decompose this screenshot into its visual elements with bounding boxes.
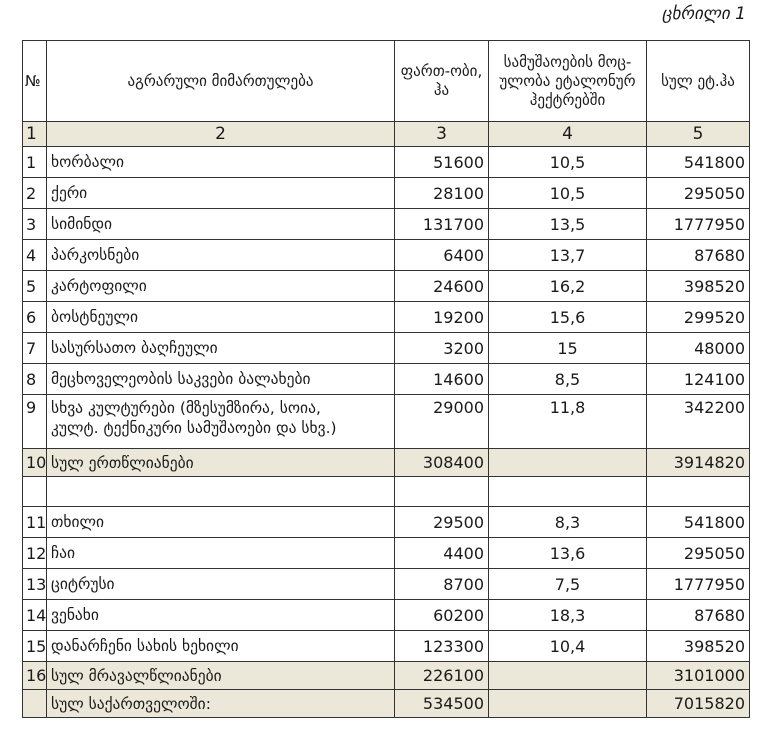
row-volume: 18,3	[489, 600, 647, 631]
row-area: 29000	[395, 395, 489, 449]
row-volume: 13,5	[489, 209, 647, 240]
row-name: ხორბალი	[47, 147, 395, 178]
row-area: 24600	[395, 271, 489, 302]
row-name: სულ საქართველოში:	[47, 690, 395, 718]
blank-cell	[395, 477, 489, 507]
row-name: ბოსტნეული	[47, 302, 395, 333]
row-total: 1777950	[647, 569, 750, 600]
subtotal-row	[23, 449, 750, 477]
row-area: 123300	[395, 631, 489, 662]
table-row	[23, 538, 750, 569]
blank-cell	[47, 477, 395, 507]
row-name	[47, 395, 395, 449]
row-num: 8	[23, 364, 47, 395]
index-cell: 1	[23, 122, 47, 147]
row-num: 15	[23, 631, 47, 662]
row-volume: 10,5	[489, 178, 647, 209]
crop-workload-table	[22, 40, 750, 718]
spacer-row	[23, 477, 750, 507]
table-row	[23, 364, 750, 395]
row-num: 9	[23, 395, 47, 449]
row-area: 534500	[395, 690, 489, 718]
row-total: 398520	[647, 631, 750, 662]
row-num: 2	[23, 178, 47, 209]
row-num: 6	[23, 302, 47, 333]
row-total: 299520	[647, 302, 750, 333]
row-total: 342200	[647, 395, 750, 449]
row-area: 6400	[395, 240, 489, 271]
row-num: 12	[23, 538, 47, 569]
row-total: 87680	[647, 600, 750, 631]
index-cell: 5	[647, 122, 750, 147]
row-total: 295050	[647, 538, 750, 569]
row-total: 7015820	[647, 690, 750, 718]
header-total: სულ ეტ.ჰა	[647, 41, 750, 122]
row-volume: 10,4	[489, 631, 647, 662]
row-num	[23, 690, 47, 718]
header-volume: სამუშაოების მოც-ულობა ეტალონურ ჰექტრებში	[489, 41, 647, 122]
row-area: 131700	[395, 209, 489, 240]
row-total: 3101000	[647, 662, 750, 690]
blank-cell	[23, 477, 47, 507]
row-num: 14	[23, 600, 47, 631]
index-cell: 2	[47, 122, 395, 147]
row-name: ვენახი	[47, 600, 395, 631]
row-area: 8700	[395, 569, 489, 600]
row-name-line: კულტ. ტექნიკური სამუშაოები და სხვ.)	[51, 419, 337, 437]
row-name: ციტრუსი	[47, 569, 395, 600]
row-volume	[489, 690, 647, 718]
row-volume: 13,6	[489, 538, 647, 569]
row-name-line: სხვა კულტურები (მზესუმზირა, სოია,	[51, 399, 321, 417]
row-total: 1777950	[647, 209, 750, 240]
row-num: 16	[23, 662, 47, 690]
row-volume: 16,2	[489, 271, 647, 302]
row-area: 60200	[395, 600, 489, 631]
row-area: 29500	[395, 507, 489, 538]
row-num: 7	[23, 333, 47, 364]
row-volume: 13,7	[489, 240, 647, 271]
row-volume: 8,3	[489, 507, 647, 538]
row-name: ჩაი	[47, 538, 395, 569]
row-volume: 15	[489, 333, 647, 364]
table-row	[23, 209, 750, 240]
row-num: 10	[23, 449, 47, 477]
row-total: 48000	[647, 333, 750, 364]
row-name: მეცხოველეობის საკვები ბალახები	[47, 364, 395, 395]
row-num: 3	[23, 209, 47, 240]
row-area: 226100	[395, 662, 489, 690]
row-volume: 15,6	[489, 302, 647, 333]
row-volume: 7,5	[489, 569, 647, 600]
row-name: სულ მრავალწლიანები	[47, 662, 395, 690]
table-row	[23, 569, 750, 600]
row-volume: 8,5	[489, 364, 647, 395]
header-area: ფართ-ობი, ჰა	[395, 41, 489, 122]
table-row	[23, 333, 750, 364]
row-num: 13	[23, 569, 47, 600]
row-num: 1	[23, 147, 47, 178]
index-cell: 4	[489, 122, 647, 147]
grand-total-row	[23, 690, 750, 718]
row-volume	[489, 449, 647, 477]
header-num: №	[23, 41, 47, 122]
row-total: 295050	[647, 178, 750, 209]
blank-cell	[647, 477, 750, 507]
row-total: 541800	[647, 147, 750, 178]
row-area: 28100	[395, 178, 489, 209]
row-total: 541800	[647, 507, 750, 538]
row-total: 87680	[647, 240, 750, 271]
row-name: სულ ერთწლიანები	[47, 449, 395, 477]
row-area: 14600	[395, 364, 489, 395]
table-row	[23, 631, 750, 662]
table-row	[23, 395, 750, 449]
table-row	[23, 507, 750, 538]
table-caption: ცხრილი 1	[661, 4, 746, 24]
row-name: სასურსათო ბაღჩეული	[47, 333, 395, 364]
row-name: დანარჩენი სახის ხეხილი	[47, 631, 395, 662]
column-index-row	[23, 122, 750, 147]
row-num: 5	[23, 271, 47, 302]
row-area: 308400	[395, 449, 489, 477]
row-name: თხილი	[47, 507, 395, 538]
table-row	[23, 240, 750, 271]
row-total: 3914820	[647, 449, 750, 477]
header-row	[23, 41, 750, 122]
table-row	[23, 600, 750, 631]
row-name: ქერი	[47, 178, 395, 209]
row-area: 19200	[395, 302, 489, 333]
row-name: პარკოსნები	[47, 240, 395, 271]
header-name: აგრარული მიმართულება	[47, 41, 395, 122]
row-total: 398520	[647, 271, 750, 302]
row-volume: 11,8	[489, 395, 647, 449]
row-volume	[489, 662, 647, 690]
row-area: 3200	[395, 333, 489, 364]
subtotal-row	[23, 662, 750, 690]
index-cell: 3	[395, 122, 489, 147]
row-total: 124100	[647, 364, 750, 395]
table-row	[23, 178, 750, 209]
table-row	[23, 271, 750, 302]
row-volume: 10,5	[489, 147, 647, 178]
row-name: კარტოფილი	[47, 271, 395, 302]
row-area: 51600	[395, 147, 489, 178]
row-num: 11	[23, 507, 47, 538]
row-name: სიმინდი	[47, 209, 395, 240]
table-row	[23, 302, 750, 333]
row-num: 4	[23, 240, 47, 271]
row-area: 4400	[395, 538, 489, 569]
blank-cell	[489, 477, 647, 507]
table-row	[23, 147, 750, 178]
